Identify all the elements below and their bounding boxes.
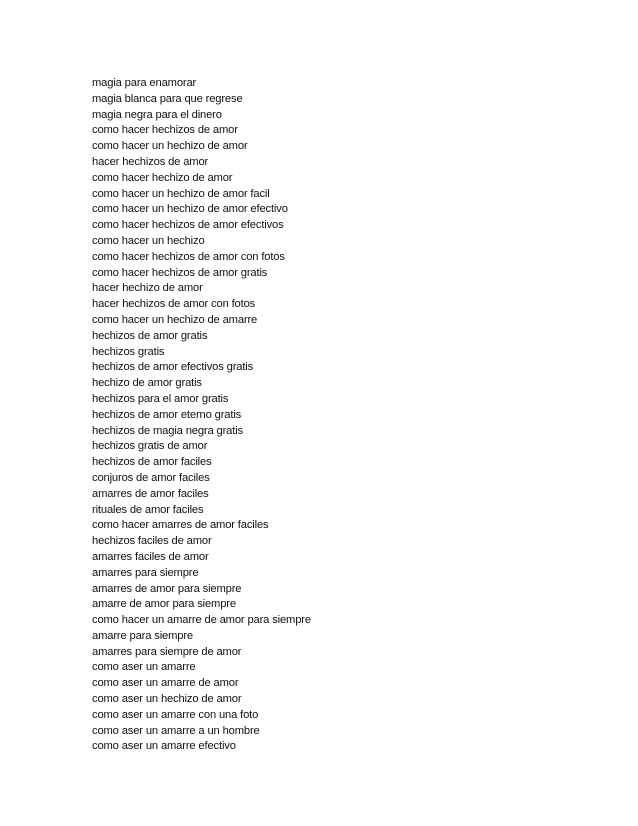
text-line: amarres de amor para siempre [92, 582, 242, 595]
text-line: hechizos de amor gratis [92, 329, 208, 342]
text-line: como hacer un hechizo de amarre [92, 313, 258, 326]
text-line: magia blanca para que regrese [92, 92, 243, 105]
text-line: hechizos de magia negra gratis [92, 424, 243, 437]
text-line: hacer hechizo de amor [92, 282, 203, 295]
text-line: amarres para siempre de amor [92, 645, 242, 658]
text-line: hacer hechizos de amor con fotos [92, 298, 256, 311]
text-line: amarres faciles de amor [92, 550, 209, 563]
text-line: magia para enamorar [92, 77, 197, 89]
text-line: como aser un amarre con una foto [92, 708, 259, 721]
text-line: como hacer hechizos de amor efectivos [92, 219, 284, 232]
text-line: como hacer un hechizo de amor [92, 140, 248, 153]
text-line: rituales de amor faciles [92, 503, 204, 516]
text-line: hacer hechizos de amor [92, 155, 209, 168]
text-line: hechizos de amor eterno gratis [92, 408, 242, 421]
text-line: como hacer hechizos de amor gratis [92, 266, 268, 279]
text-line: como aser un amarre de amor [92, 677, 239, 690]
text-line: magia negra para el dinero [92, 108, 222, 121]
text-line: hechizos para el amor gratis [92, 392, 229, 405]
text-line: como aser un amarre efectivo [92, 740, 236, 753]
text-line: hechizos gratis [92, 345, 165, 358]
text-line: conjuros de amor faciles [92, 471, 210, 484]
text-line: como aser un amarre a un hombre [92, 724, 260, 737]
text-line: hechizos de amor faciles [92, 456, 212, 469]
text-line: amarres para siempre [92, 566, 199, 579]
text-line: como hacer un hechizo de amor facil [92, 187, 270, 200]
text-line: amarres de amor faciles [92, 487, 209, 500]
text-line: hechizos faciles de amor [92, 535, 212, 548]
text-line: amarre de amor para siempre [92, 598, 236, 611]
text-line: como hacer un amarre de amor para siempre [92, 614, 311, 627]
text-line: como hacer un hechizo [92, 234, 205, 247]
text-line: como hacer hechizos de amor con fotos [92, 250, 285, 263]
text-line: como aser un amarre [92, 661, 196, 674]
text-line: como aser un hechizo de amor [92, 693, 242, 706]
text-line: como hacer hechizo de amor [92, 171, 233, 184]
text-line: como hacer amarres de amor faciles [92, 519, 269, 532]
text-line: como hacer un hechizo de amor efectivo [92, 203, 288, 216]
text-line: hechizos de amor efectivos gratis [92, 361, 254, 374]
text-line: amarre para siempre [92, 629, 193, 642]
text-line: hechizo de amor gratis [92, 377, 202, 390]
text-line: hechizos gratis de amor [92, 440, 208, 453]
text-line: como hacer hechizos de amor [92, 124, 238, 137]
text-lines [92, 76, 311, 755]
